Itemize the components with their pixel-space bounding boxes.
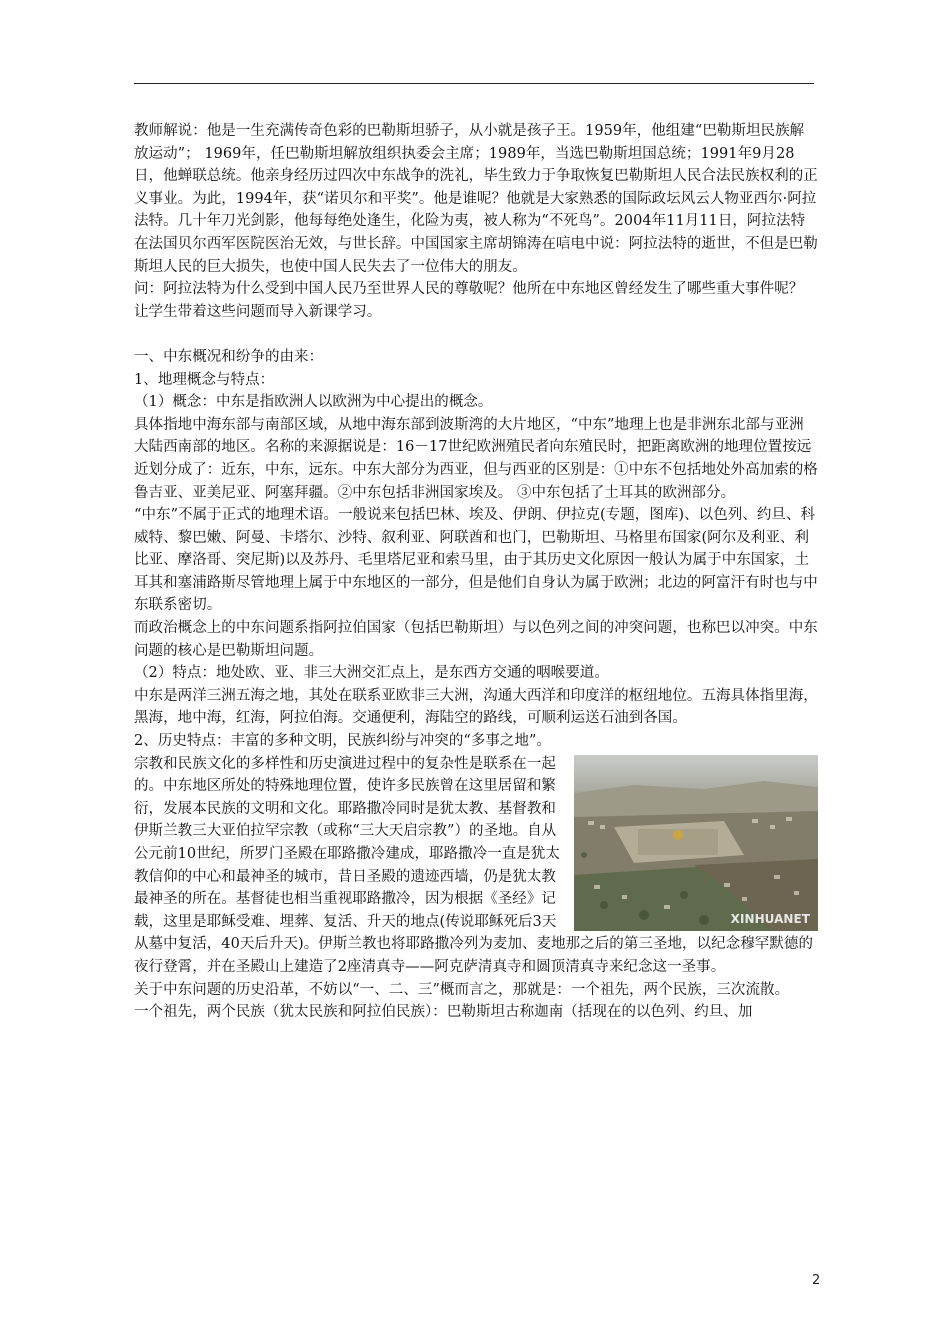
paragraph-lead-in: 让学生带着这些问题而导入新课学习。 xyxy=(134,303,382,320)
photo-watermark: XINHUANET xyxy=(730,911,810,926)
paragraph-concept: （1）概念：中东是指欧洲人以欧洲为中心提出的概念。 xyxy=(134,394,493,411)
paragraph-history-overview: 关于中东问题的历史沿革，不妨以“一、二、三”概而言之，那就是：一个祖先，两个民族，三次流散。 xyxy=(134,981,790,998)
paragraph-concept-detail: 具体指地中海东部与南部区域，从地中海东部到波斯湾的大片地区，“中东”地理上也是非洲东北部与亚洲大陆西南部的地区。名称的来源据说是：16－17世纪欧洲殖民者向东殖民时，把距离欧洲的地理位置按远近划分成了：近东，中东，远东。中东大部分为西亚，但与西亚的区别是：①中东不包括地处外高加索的格鲁吉亚、亚美尼亚、阿塞拜疆。②中东包括非洲国家埃及。 ③中东包括了土耳其的欧洲部分。 xyxy=(134,416,818,501)
paragraph-middle-east-countries: “中东”不属于正式的地理术语。一般说来包括巴林、埃及、伊朗、伊拉克(专题，图库)、以色列、约旦、科威特、黎巴嫩、阿曼、卡塔尔、沙特、叙利亚、阿联酋和也门，巴勒斯坦、马格里布国家(阿尔及利亚、利比亚、摩洛哥、突尼斯)以及苏丹、毛里塔尼亚和索马里，由于其历史文化原因一般认为属于中东国家，土耳其和塞浦路斯尽管地理上属于中东地区的一部分，但是他们自身认为属于欧洲；北边的阿富汗有时也与中东联系密切。 xyxy=(134,507,818,614)
paragraph-features: （2）特点：地处欧、亚、非三大洲交汇点上，是东西方交通的咽喉要道。 xyxy=(134,665,609,682)
paragraph-question: 问：阿拉法特为什么受到中国人民乃至世界人民的尊敬呢？他所在中东地区曾经发生了哪些重大事件呢？ xyxy=(134,281,804,298)
jerusalem-aerial-photo xyxy=(574,755,818,931)
paragraph-one-ancestor: 一个祖先，两个民族（犹太民族和阿拉伯民族）：巴勒斯坦古称迦南（括现在的以色列、约旦、加 xyxy=(134,1004,753,1021)
paragraph-gap xyxy=(134,323,818,346)
paragraph-religion-jerusalem: 宗教和民族文化的多样性和历史演进过程中的复杂性是联系在一起的。中东地区所处的特殊地理位置，使许多民族曾在这里居留和繁衍，发展本民族的文明和文化。耶路撒冷同时是犹太教、基督教和伊斯兰教三大亚伯拉罕宗教（或称“三大天启宗教”）的圣地。自从公元前10世纪，所罗门圣殿在耶路撒冷建成，耶路撒冷一直是犹太教信仰的中心和最神圣的城市，昔日圣殿的遗迹西墙，仍是犹太教最神圣的所在。基督徒也相当重视耶路撒冷，因为根据《圣经》记载，这里是耶稣受难、埋葬、复活、升天的地点(传说耶稣死后3天从墓中复活，40天后升天)。伊斯兰教也将耶路撒冷列为麦加、麦地那之后的第三圣地，以纪念穆罕默德的夜行登霄，并在圣殿山上建造了2座清真寺——阿克萨清真寺和圆顶清真寺来纪念这一圣事。 xyxy=(134,755,814,975)
paragraph-teacher-commentary: 教师解说：他是一生充满传奇色彩的巴勒斯坦骄子，从小就是孩子王。1959年，他组建“巴勒斯坦民族解放运动”； 1969年，任巴勒斯坦解放组织执委会主席；1989年，当选巴勒斯坦国总统；1991年9月28日，他蝉联总统。他亲身经历过四次中东战争的洗礼，毕生致力于争取恢复巴勒斯坦人民合法民族权利的正义事业。为此，1994年，获“诺贝尔和平奖”。他是谁呢？他就是大家熟悉的国际政坛风云人物亚西尔·阿拉法特。几十年刀光剑影，他每每绝处逢生，化险为夷，被人称为“不死鸟”。2004年11月11日，阿拉法特在法国贝尔西军医院医治无效，与世长辞。中国国家主席胡锦涛在唁电中说：阿拉法特的逝世，不但是巴勒斯坦人民的巨大损失，也使中国人民失去了一位伟大的朋友。 xyxy=(134,123,818,275)
subsection-heading-geography: 1、地理概念与特点： xyxy=(134,371,275,388)
header-rule xyxy=(134,83,814,84)
subsection-heading-history: 2、历史特点：丰富的多种文明，民族纠纷与冲突的“多事之地”。 xyxy=(134,733,552,750)
paragraph-political-concept: 而政治概念上的中东问题系指阿拉伯国家（包括巴勒斯坦）与以色列之间的冲突问题，也称巴以冲突。中东问题的核心是巴勒斯坦问题。 xyxy=(134,620,818,659)
paragraph-features-detail: 中东是两洋三洲五海之地，其处在联系亚欧非三大洲，沟通大西洋和印度洋的枢纽地位。五海具体指里海，黑海，地中海，红海，阿拉伯海。交通便利，海陆空的路线，可顺利运送石油到各国。 xyxy=(134,687,818,727)
page-number: 2 xyxy=(812,1273,821,1288)
document-body xyxy=(134,120,818,1024)
section-heading: 一、中东概况和纷争的由来： xyxy=(134,348,324,365)
